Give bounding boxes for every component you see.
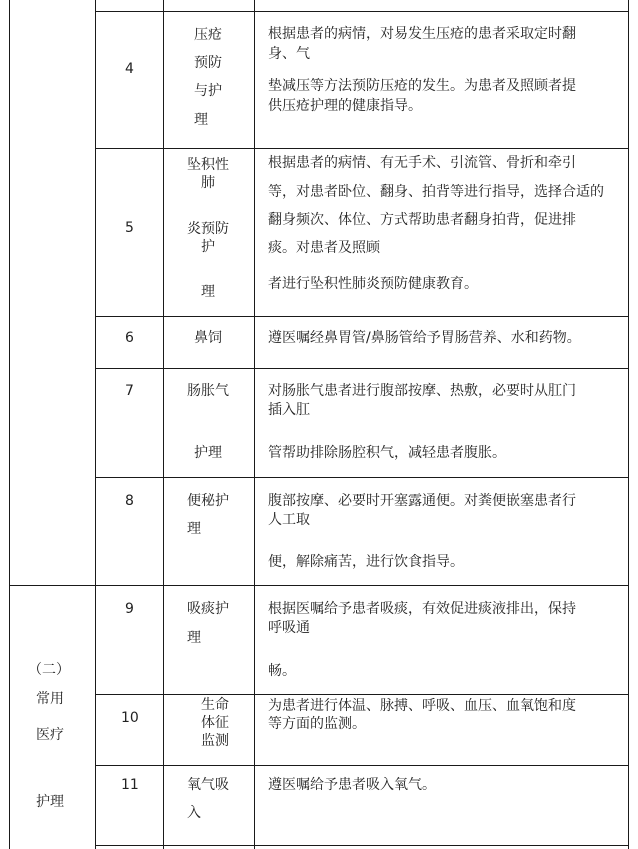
row-desc-text: 对肠胀气患者进行腹部按摩、热敷，必要时从肛门 bbox=[268, 383, 576, 399]
row-desc-text: 等，对患者卧位、翻身、拍背等进行指导，选择合适的 bbox=[268, 184, 604, 200]
row-border bbox=[95, 11, 629, 12]
category-label-part: 医疗 bbox=[36, 727, 64, 743]
category-label-part: 常用 bbox=[36, 691, 64, 707]
row-item-text: 炎预防 bbox=[187, 221, 229, 237]
border-col-category bbox=[95, 0, 96, 849]
row-number: 4 bbox=[125, 61, 134, 77]
row-item-text: 体征 bbox=[201, 715, 229, 731]
row-item-text: 与护 bbox=[194, 83, 222, 99]
row-desc-text: 垫减压等方法预防压疮的发生。为患者及照顾者提 bbox=[268, 78, 576, 94]
border-right bbox=[628, 0, 629, 849]
border-col-no bbox=[163, 0, 164, 849]
row-desc-text: 痰。对患者及照顾 bbox=[268, 240, 380, 256]
row-desc-text: 呼吸通 bbox=[268, 620, 310, 636]
row-number: 9 bbox=[125, 601, 134, 617]
row-border bbox=[95, 368, 629, 369]
row-number: 7 bbox=[125, 383, 134, 399]
row-item-text: 预防 bbox=[194, 55, 222, 71]
row-border bbox=[95, 148, 629, 149]
row-item-text: 生命 bbox=[201, 697, 229, 713]
row-desc-text: 根据患者的病情、有无手术、引流管、骨折和牵引 bbox=[268, 155, 576, 171]
category-label-part: 护理 bbox=[36, 794, 64, 810]
row-border bbox=[95, 765, 629, 766]
row-item-text: 理 bbox=[201, 284, 215, 300]
row-item-text: 肺 bbox=[201, 175, 215, 191]
row-desc-text: 人工取 bbox=[268, 512, 310, 528]
row-item-text: 监测 bbox=[201, 733, 229, 749]
row-desc-text: 者进行坠积性肺炎预防健康教育。 bbox=[268, 276, 478, 292]
row-desc-text: 根据患者的病情，对易发生压疮的患者采取定时翻 bbox=[268, 26, 576, 42]
row-item-text: 鼻饲 bbox=[194, 330, 222, 346]
row-desc-text: 畅。 bbox=[268, 663, 296, 679]
row-item-text: 坠积性 bbox=[187, 157, 229, 173]
category-label-part: （二） bbox=[28, 662, 70, 678]
row-item-text: 入 bbox=[187, 805, 201, 821]
row-number: 6 bbox=[125, 330, 134, 346]
section-border bbox=[9, 585, 629, 586]
row-desc-text: 为患者进行体温、脉搏、呼吸、血压、血氧饱和度 bbox=[268, 698, 576, 714]
row-desc-text: 翻身频次、体位、方式帮助患者翻身拍背，促进排 bbox=[268, 212, 576, 228]
row-item-text: 护 bbox=[201, 239, 215, 255]
row-number: 8 bbox=[125, 493, 134, 509]
border-left bbox=[9, 0, 10, 849]
row-desc-text: 身、气 bbox=[268, 46, 310, 62]
row-item-text: 理 bbox=[187, 630, 201, 646]
row-border bbox=[95, 316, 629, 317]
row-number: 10 bbox=[121, 710, 139, 726]
row-desc-text: 腹部按摩、必要时开塞露通便。对粪便嵌塞患者行 bbox=[268, 493, 576, 509]
border-col-item bbox=[254, 0, 255, 849]
row-border bbox=[95, 694, 629, 695]
row-desc-text: 插入肛 bbox=[268, 402, 310, 418]
row-desc-text: 根据医嘱给予患者吸痰，有效促进痰液排出，保持 bbox=[268, 601, 576, 617]
row-number: 11 bbox=[121, 777, 139, 793]
row-item-text: 肠胀气 bbox=[187, 383, 229, 399]
row-desc-text: 供压疮护理的健康指导。 bbox=[268, 98, 422, 114]
row-number: 5 bbox=[125, 220, 134, 236]
row-item-text: 理 bbox=[187, 521, 201, 537]
row-item-text: 理 bbox=[194, 112, 208, 128]
row-border bbox=[95, 477, 629, 478]
row-item-text: 便秘护 bbox=[187, 493, 229, 509]
row-item-text: 压疮 bbox=[194, 27, 222, 43]
row-desc-text: 便，解除痛苦，进行饮食指导。 bbox=[268, 554, 464, 570]
row-item-text: 护理 bbox=[194, 445, 222, 461]
row-desc-text: 等方面的监测。 bbox=[268, 716, 366, 732]
row-item-text: 吸痰护 bbox=[187, 601, 229, 617]
row-desc-text: 管帮助排除肠腔积气，减轻患者腹胀。 bbox=[268, 445, 506, 461]
row-desc-text: 遵医嘱经鼻胃管/鼻肠管给予胃肠营养、水和药物。 bbox=[268, 330, 581, 346]
row-item-text: 氧气吸 bbox=[187, 777, 229, 793]
row-border bbox=[95, 845, 629, 846]
row-desc-text: 遵医嘱给予患者吸入氧气。 bbox=[268, 777, 436, 793]
